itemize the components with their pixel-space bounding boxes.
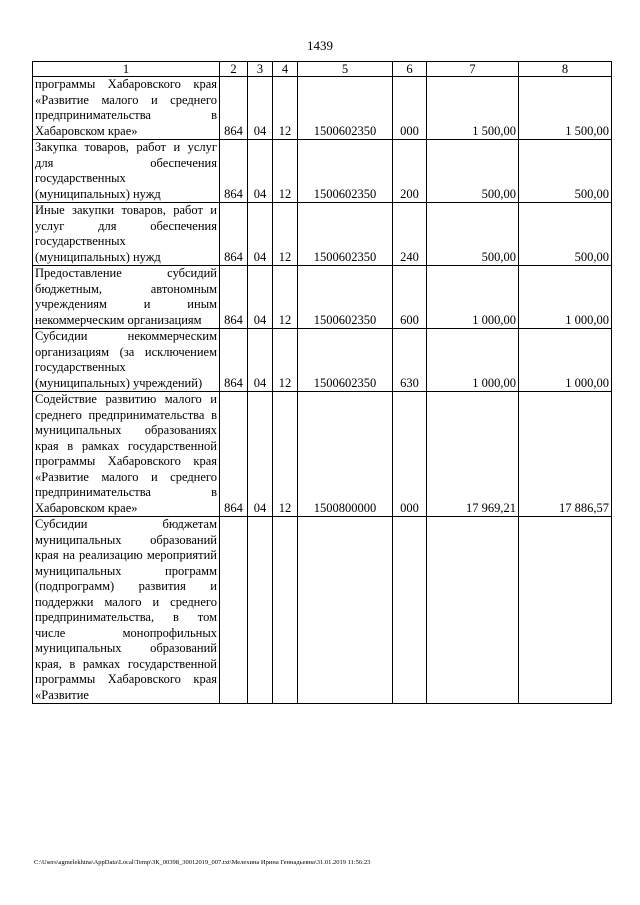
cell-amount-8: 17 886,57: [519, 392, 612, 517]
row-name: Иные закупки товаров, работ и услуг для обеспечения государственных (муниципальных) нужд: [33, 203, 220, 266]
cell-type: 240: [393, 203, 427, 266]
cell-code: 864: [220, 203, 248, 266]
cell-target: 1500800000: [298, 392, 393, 517]
cell-type: 200: [393, 140, 427, 203]
cell-type: 600: [393, 266, 427, 329]
cell-amount-7: 1 000,00: [427, 266, 519, 329]
cell-code: [220, 517, 248, 704]
header-cell: 4: [273, 62, 298, 77]
row-name: программы Хабаровского края «Развитие малого и среднего предпринимательства в Хабаровском крае»: [33, 77, 220, 140]
cell-subsection: [273, 517, 298, 704]
cell-amount-7: 17 969,21: [427, 392, 519, 517]
cell-target: 1500602350: [298, 203, 393, 266]
cell-code: 864: [220, 77, 248, 140]
row-name: Субсидии некоммерческим организациям (за исключением государственных (муниципальных) учреждений): [33, 329, 220, 392]
cell-code: 864: [220, 266, 248, 329]
header-cell: 7: [427, 62, 519, 77]
cell-code: 864: [220, 329, 248, 392]
cell-section: 04: [248, 77, 273, 140]
cell-amount-8: 500,00: [519, 140, 612, 203]
cell-amount-8: 1 000,00: [519, 266, 612, 329]
cell-section: 04: [248, 392, 273, 517]
row-name: Содействие развитию малого и среднего предпринимательства в муниципальных образованиях края в рамках государственной программы Хабаровского края «Развитие малого и среднего предпринимательства в Хабаровском крае»: [33, 392, 220, 517]
cell-code: 864: [220, 392, 248, 517]
cell-section: 04: [248, 266, 273, 329]
row-name: Субсидии бюджетам муниципальных образований края на реализацию мероприятий муниципальных программ (подпрограмм) развития и поддержки малого и среднего предпринимательства, в том числе монопрофильных муниципальных образований края, в рамках государственной программы Хабаровского края «Развитие: [33, 517, 220, 704]
cell-amount-8: 500,00: [519, 203, 612, 266]
cell-subsection: 12: [273, 392, 298, 517]
row-name: Закупка товаров, работ и услуг для обеспечения государственных (муниципальных) нужд: [33, 140, 220, 203]
table-row: [33, 140, 612, 203]
cell-section: 04: [248, 203, 273, 266]
header-row: [33, 62, 612, 77]
cell-subsection: 12: [273, 329, 298, 392]
cell-amount-7: [427, 517, 519, 704]
table-row: [33, 266, 612, 329]
page-number: 1439: [307, 38, 333, 53]
cell-subsection: 12: [273, 77, 298, 140]
header-cell: 6: [393, 62, 427, 77]
cell-amount-7: 500,00: [427, 203, 519, 266]
cell-target: 1500602350: [298, 266, 393, 329]
cell-amount-8: 1 500,00: [519, 77, 612, 140]
cell-target: 1500602350: [298, 329, 393, 392]
table-row: [33, 77, 612, 140]
cell-amount-8: 1 000,00: [519, 329, 612, 392]
row-name: Предоставление субсидий бюджетным, автономным учреждениям и иным некоммерческим организациям: [33, 266, 220, 329]
cell-amount-8: [519, 517, 612, 704]
cell-subsection: 12: [273, 140, 298, 203]
cell-target: [298, 517, 393, 704]
file-path-footer: C:\Users\agmelekhina\AppData\Local\Temp\ЗК_00398_30012019_007.txt\Мелехина Ирина Геннадьевна\31.01.2019 11:56:23: [34, 859, 371, 866]
header-cell: 5: [298, 62, 393, 77]
header-cell: 3: [248, 62, 273, 77]
cell-type: 630: [393, 329, 427, 392]
cell-code: 864: [220, 140, 248, 203]
header-cell: 8: [519, 62, 612, 77]
table-row: [33, 392, 612, 517]
cell-subsection: 12: [273, 266, 298, 329]
cell-section: 04: [248, 329, 273, 392]
cell-amount-7: 1 500,00: [427, 77, 519, 140]
header-cell: 2: [220, 62, 248, 77]
cell-subsection: 12: [273, 203, 298, 266]
cell-amount-7: 500,00: [427, 140, 519, 203]
cell-target: 1500602350: [298, 140, 393, 203]
budget-table: [32, 61, 612, 704]
cell-type: [393, 517, 427, 704]
cell-section: 04: [248, 140, 273, 203]
cell-amount-7: 1 000,00: [427, 329, 519, 392]
table-row: [33, 203, 612, 266]
table-row: [33, 329, 612, 392]
cell-target: 1500602350: [298, 77, 393, 140]
header-cell: 1: [33, 62, 220, 77]
cell-type: 000: [393, 77, 427, 140]
cell-section: [248, 517, 273, 704]
cell-type: 000: [393, 392, 427, 517]
table-row: [33, 517, 612, 704]
